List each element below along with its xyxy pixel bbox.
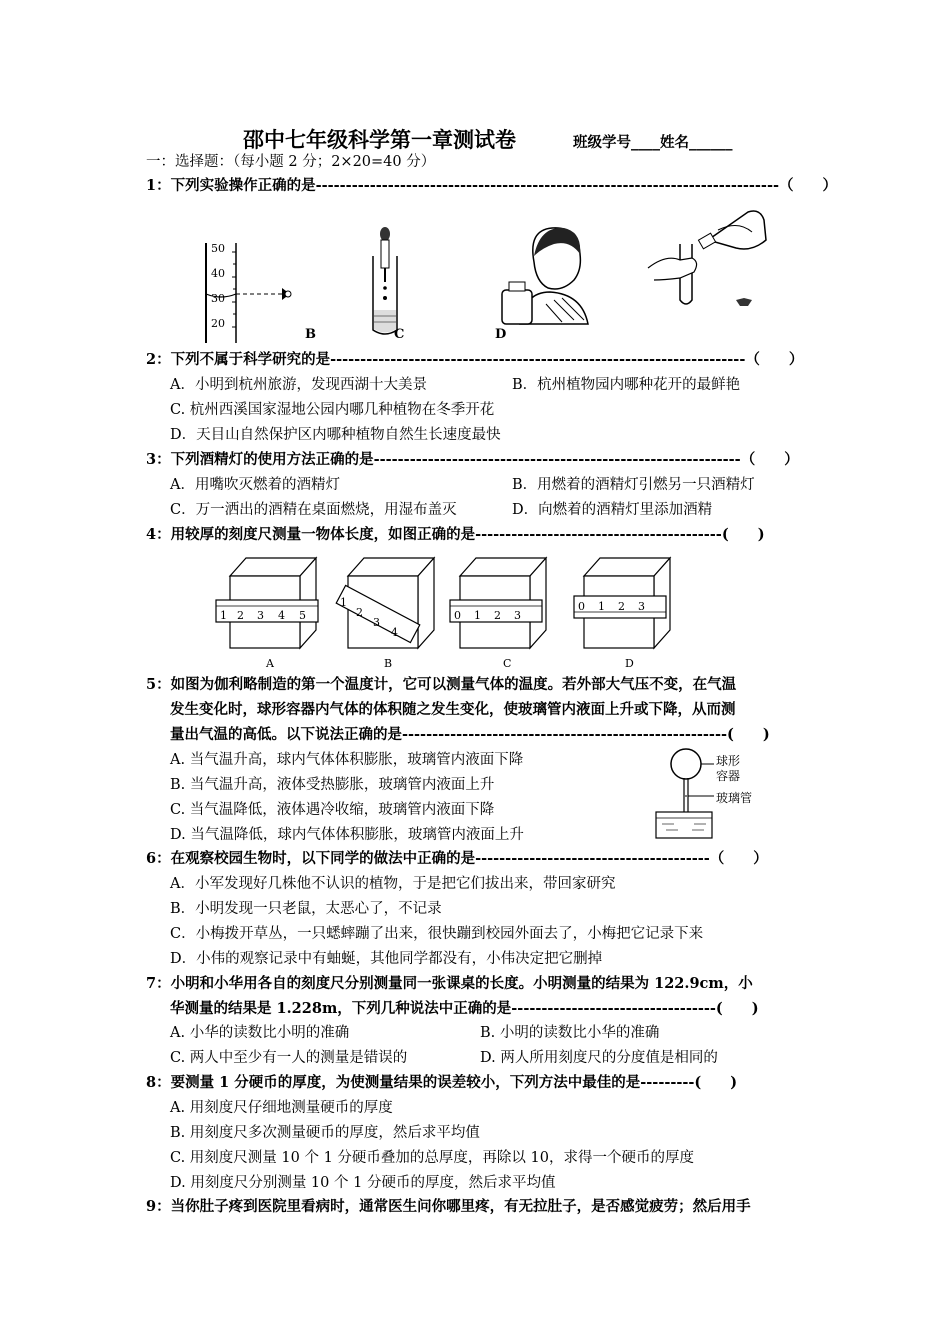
student-info-fields: 班级学号____姓名______ xyxy=(573,134,733,151)
q5-fig-label-container: 容器 xyxy=(716,769,741,783)
scale-tick-30: 30 xyxy=(211,292,225,305)
page-title: 邵中七年级科学第一章测试卷 xyxy=(243,127,516,152)
ruler-a-tick: 4 xyxy=(278,609,285,622)
q5-stem-line2: 发生变化时，球形容器内气体的体积随之发生变化，使玻璃管内液面上升或下降，从而测 xyxy=(170,701,736,718)
ruler-d-tick: 3 xyxy=(638,600,645,613)
q4-ruler-figure-a xyxy=(214,552,322,650)
q1-pouring-liquid-figure xyxy=(648,200,770,312)
q4-option-d-label: D xyxy=(625,657,634,670)
q4-ruler-figure-d xyxy=(572,552,680,650)
q7-stem-line1: 7：小明和小华用各自的刻度尺分别测量同一张课桌的长度。小明测量的结果为 122.9cm，小 xyxy=(146,975,753,992)
q4-option-c-label: C xyxy=(503,657,512,670)
q6-stem: 6：在观察校园生物时，以下同学的做法中正确的是---------------------------------------（ ） xyxy=(146,850,768,867)
q5-option-d: D. 当气温降低，球内气体体积膨胀，玻璃管内液面上升 xyxy=(170,827,524,843)
q7-option-b: B. 小明的读数比小华的准确 xyxy=(480,1025,660,1041)
q6-option-d: D．小伟的观察记录中有蚰蜒，其他同学都没有，小伟决定把它删掉 xyxy=(170,951,603,967)
q5-option-b: B. 当气温升高，液体受热膨胀，玻璃管内液面上升 xyxy=(170,777,495,793)
q2-option-a: A．小明到杭州旅游，发现西湖十大美景 xyxy=(170,377,427,393)
q4-option-b-label: B xyxy=(384,657,393,670)
ruler-a-tick: 3 xyxy=(257,609,264,622)
q3-stem: 3：下列酒精灯的使用方法正确的是-------------------------------------------------------------（ ） xyxy=(146,451,799,468)
q8-stem: 8：要测量 1 分硬币的厚度，为使测量结果的误差较小，下列方法中最佳的是---------( ) xyxy=(146,1074,738,1091)
ruler-d-tick: 2 xyxy=(618,600,625,613)
q4-stem: 4：用较厚的刻度尺测量一物体长度，如图正确的是-----------------------------------------( ) xyxy=(146,526,765,543)
scale-tick-50: 50 xyxy=(211,242,225,255)
ruler-c-tick: 0 xyxy=(454,609,461,622)
q3-option-c: C．万一洒出的酒精在桌面燃烧，用湿布盖灭 xyxy=(170,502,457,518)
q3-option-b: B．用燃着的酒精灯引燃另一只酒精灯 xyxy=(512,477,755,493)
ruler-c-tick: 1 xyxy=(474,609,481,622)
q2-option-c: C. 杭州西溪国家湿地公园内哪几种植物在冬季开花 xyxy=(170,402,495,418)
q1-option-d-label: D xyxy=(495,327,507,342)
ruler-a-tick: 1 xyxy=(220,609,227,622)
ruler-a-tick: 5 xyxy=(299,609,306,622)
ruler-d-tick: 0 xyxy=(578,600,585,613)
q8-option-c: C. 用刻度尺测量 10 个 1 分硬币叠加的总厚度，再除以 10，求得一个硬币的厚度 xyxy=(170,1150,694,1166)
q5-fig-label-tube: 玻璃管 xyxy=(716,791,753,805)
section-heading: 一：选择题：（每小题 2 分；2×20=40 分） xyxy=(146,154,436,170)
ruler-d-tick: 1 xyxy=(598,600,605,613)
scale-tick-20: 20 xyxy=(211,317,225,330)
q7-option-d: D. 两人所用刻度尺的分度值是相同的 xyxy=(480,1050,718,1066)
scale-tick-40: 40 xyxy=(211,267,225,280)
q1-smelling-person-figure xyxy=(500,220,595,332)
q5-stem-line1: 5：如图为伽利略制造的第一个温度计，它可以测量气体的温度。若外部大气压不变，在气温 xyxy=(146,676,737,693)
q7-stem-line2: 华测量的结果是 1.228m，下列几种说法中正确的是----------------------------------( ) xyxy=(170,1000,759,1017)
ruler-b-tick: 1 xyxy=(340,596,347,609)
q8-option-d: D. 用刻度尺分别测量 10 个 1 分硬币的厚度，然后求平均值 xyxy=(170,1175,556,1191)
q2-option-b: B．杭州植物园内哪种花开的最鲜艳 xyxy=(512,377,741,393)
q6-option-b: B．小明发现一只老鼠，太恶心了，不记录 xyxy=(170,901,442,917)
q3-option-a: A．用嘴吹灭燃着的酒精灯 xyxy=(170,477,340,493)
q5-thermometer-figure xyxy=(652,746,714,838)
q8-option-b: B. 用刻度尺多次测量硬币的厚度，然后求平均值 xyxy=(170,1125,480,1141)
q4-ruler-figure-b xyxy=(332,552,440,650)
q4-ruler-figure-c xyxy=(448,552,556,650)
q5-option-c: C. 当气温降低，液体遇冷收缩，玻璃管内液面下降 xyxy=(170,802,495,818)
q5-fig-label-sphere: 球形 xyxy=(716,754,741,768)
ruler-a-tick: 2 xyxy=(237,609,244,622)
ruler-b-tick: 2 xyxy=(356,606,363,619)
q3-option-d: D．向燃着的酒精灯里添加酒精 xyxy=(512,502,713,518)
ruler-b-tick: 4 xyxy=(391,626,398,639)
ruler-c-tick: 2 xyxy=(494,609,501,622)
q1-stem: 1：下列实验操作正确的是-----------------------------------------------------------------------------（ ） xyxy=(146,177,837,194)
ruler-b-tick: 3 xyxy=(373,616,380,629)
q7-option-c: C. 两人中至少有一人的测量是错误的 xyxy=(170,1050,408,1066)
q6-option-c: C．小梅拨开草丛，一只蟋蟀蹦了出来，很快蹦到校园外面去了，小梅把它记录下来 xyxy=(170,926,704,942)
q1-option-c-label: C xyxy=(394,327,405,342)
q5-stem-line3: 量出气温的高低。以下说法正确的是------------------------------------------------------( ) xyxy=(170,726,770,743)
ruler-c-tick: 3 xyxy=(514,609,521,622)
q2-option-d: D．天目山自然保护区内哪种植物自然生长速度最快 xyxy=(170,427,501,443)
q7-option-a: A. 小华的读数比小明的准确 xyxy=(170,1025,350,1041)
q6-option-a: A．小军发现好几株他不认识的植物，于是把它们拔出来，带回家研究 xyxy=(170,876,616,892)
q8-option-a: A. 用刻度尺仔细地测量硬币的厚度 xyxy=(170,1100,393,1116)
q2-stem: 2：下列不属于科学研究的是---------------------------------------------------------------------（ ） xyxy=(146,351,804,368)
q9-stem: 9：当你肚子疼到医院里看病时，通常医生问你哪里疼，有无拉肚子，是否感觉疲劳；然后用手 xyxy=(146,1198,751,1215)
q4-option-a-label: A xyxy=(266,657,274,670)
q5-option-a: A. 当气温升高，球内气体体积膨胀，玻璃管内液面下降 xyxy=(170,752,524,768)
q1-dropper-figure xyxy=(365,226,405,338)
q1-option-b-label: B xyxy=(305,327,316,342)
